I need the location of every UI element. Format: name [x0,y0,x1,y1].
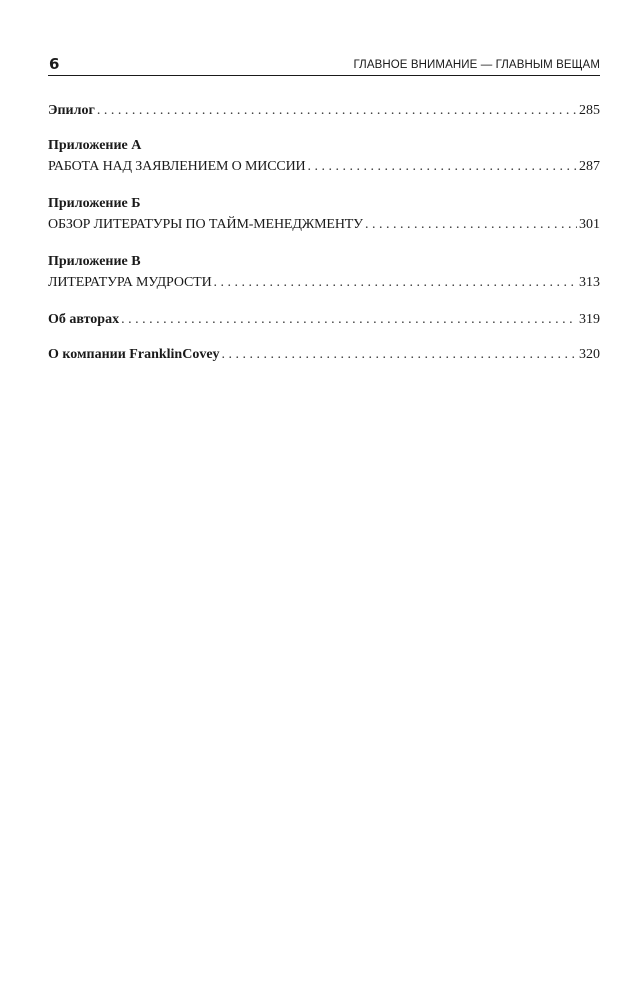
toc-entry-appendix-v [48,253,600,292]
page-number: 6 [49,55,60,73]
dot-leader [214,274,577,292]
book-page [48,0,600,1000]
toc-entry-title: РАБОТА НАД ЗАЯВЛЕНИЕМ О МИССИИ [48,159,306,174]
toc-page-number: 313 [579,275,600,290]
running-head [48,55,600,76]
dot-leader [365,216,577,234]
toc-page-number: 285 [579,103,600,118]
toc-line [48,158,600,176]
toc-entry-about-company [48,346,600,364]
dot-leader [222,346,577,364]
table-of-contents [48,102,600,381]
toc-entry-title: ЛИТЕРАТУРА МУДРОСТИ [48,275,212,290]
toc-line [48,102,600,120]
toc-entry-heading: Приложение А [48,138,142,153]
dot-leader [97,102,577,120]
toc-entry-epilogue [48,102,600,120]
dot-leader [121,311,577,329]
toc-line [48,346,600,364]
dot-leader [308,158,578,176]
toc-page-number: 320 [579,347,600,362]
toc-entry-appendix-b [48,195,600,234]
toc-entry-title: Эпилог [48,103,95,118]
toc-entry-heading: Приложение Б [48,196,141,211]
toc-line [48,274,600,292]
toc-page-number: 319 [579,312,600,327]
toc-entry-title: О компании FranklinCovey [48,347,220,362]
toc-line [48,311,600,329]
toc-entry-appendix-a [48,137,600,176]
running-title: ГЛАВНОЕ ВНИМАНИЕ — ГЛАВНЫМ ВЕЩАМ [353,59,600,71]
toc-line [48,216,600,234]
toc-entry-title: Об авторах [48,312,120,327]
toc-entry-about-authors [48,311,600,329]
toc-page-number: 287 [579,159,600,174]
toc-entry-title: ОБЗОР ЛИТЕРАТУРЫ ПО ТАЙМ-МЕНЕДЖМЕНТУ [48,217,363,232]
toc-entry-heading: Приложение В [48,254,141,269]
toc-page-number: 301 [579,217,600,232]
